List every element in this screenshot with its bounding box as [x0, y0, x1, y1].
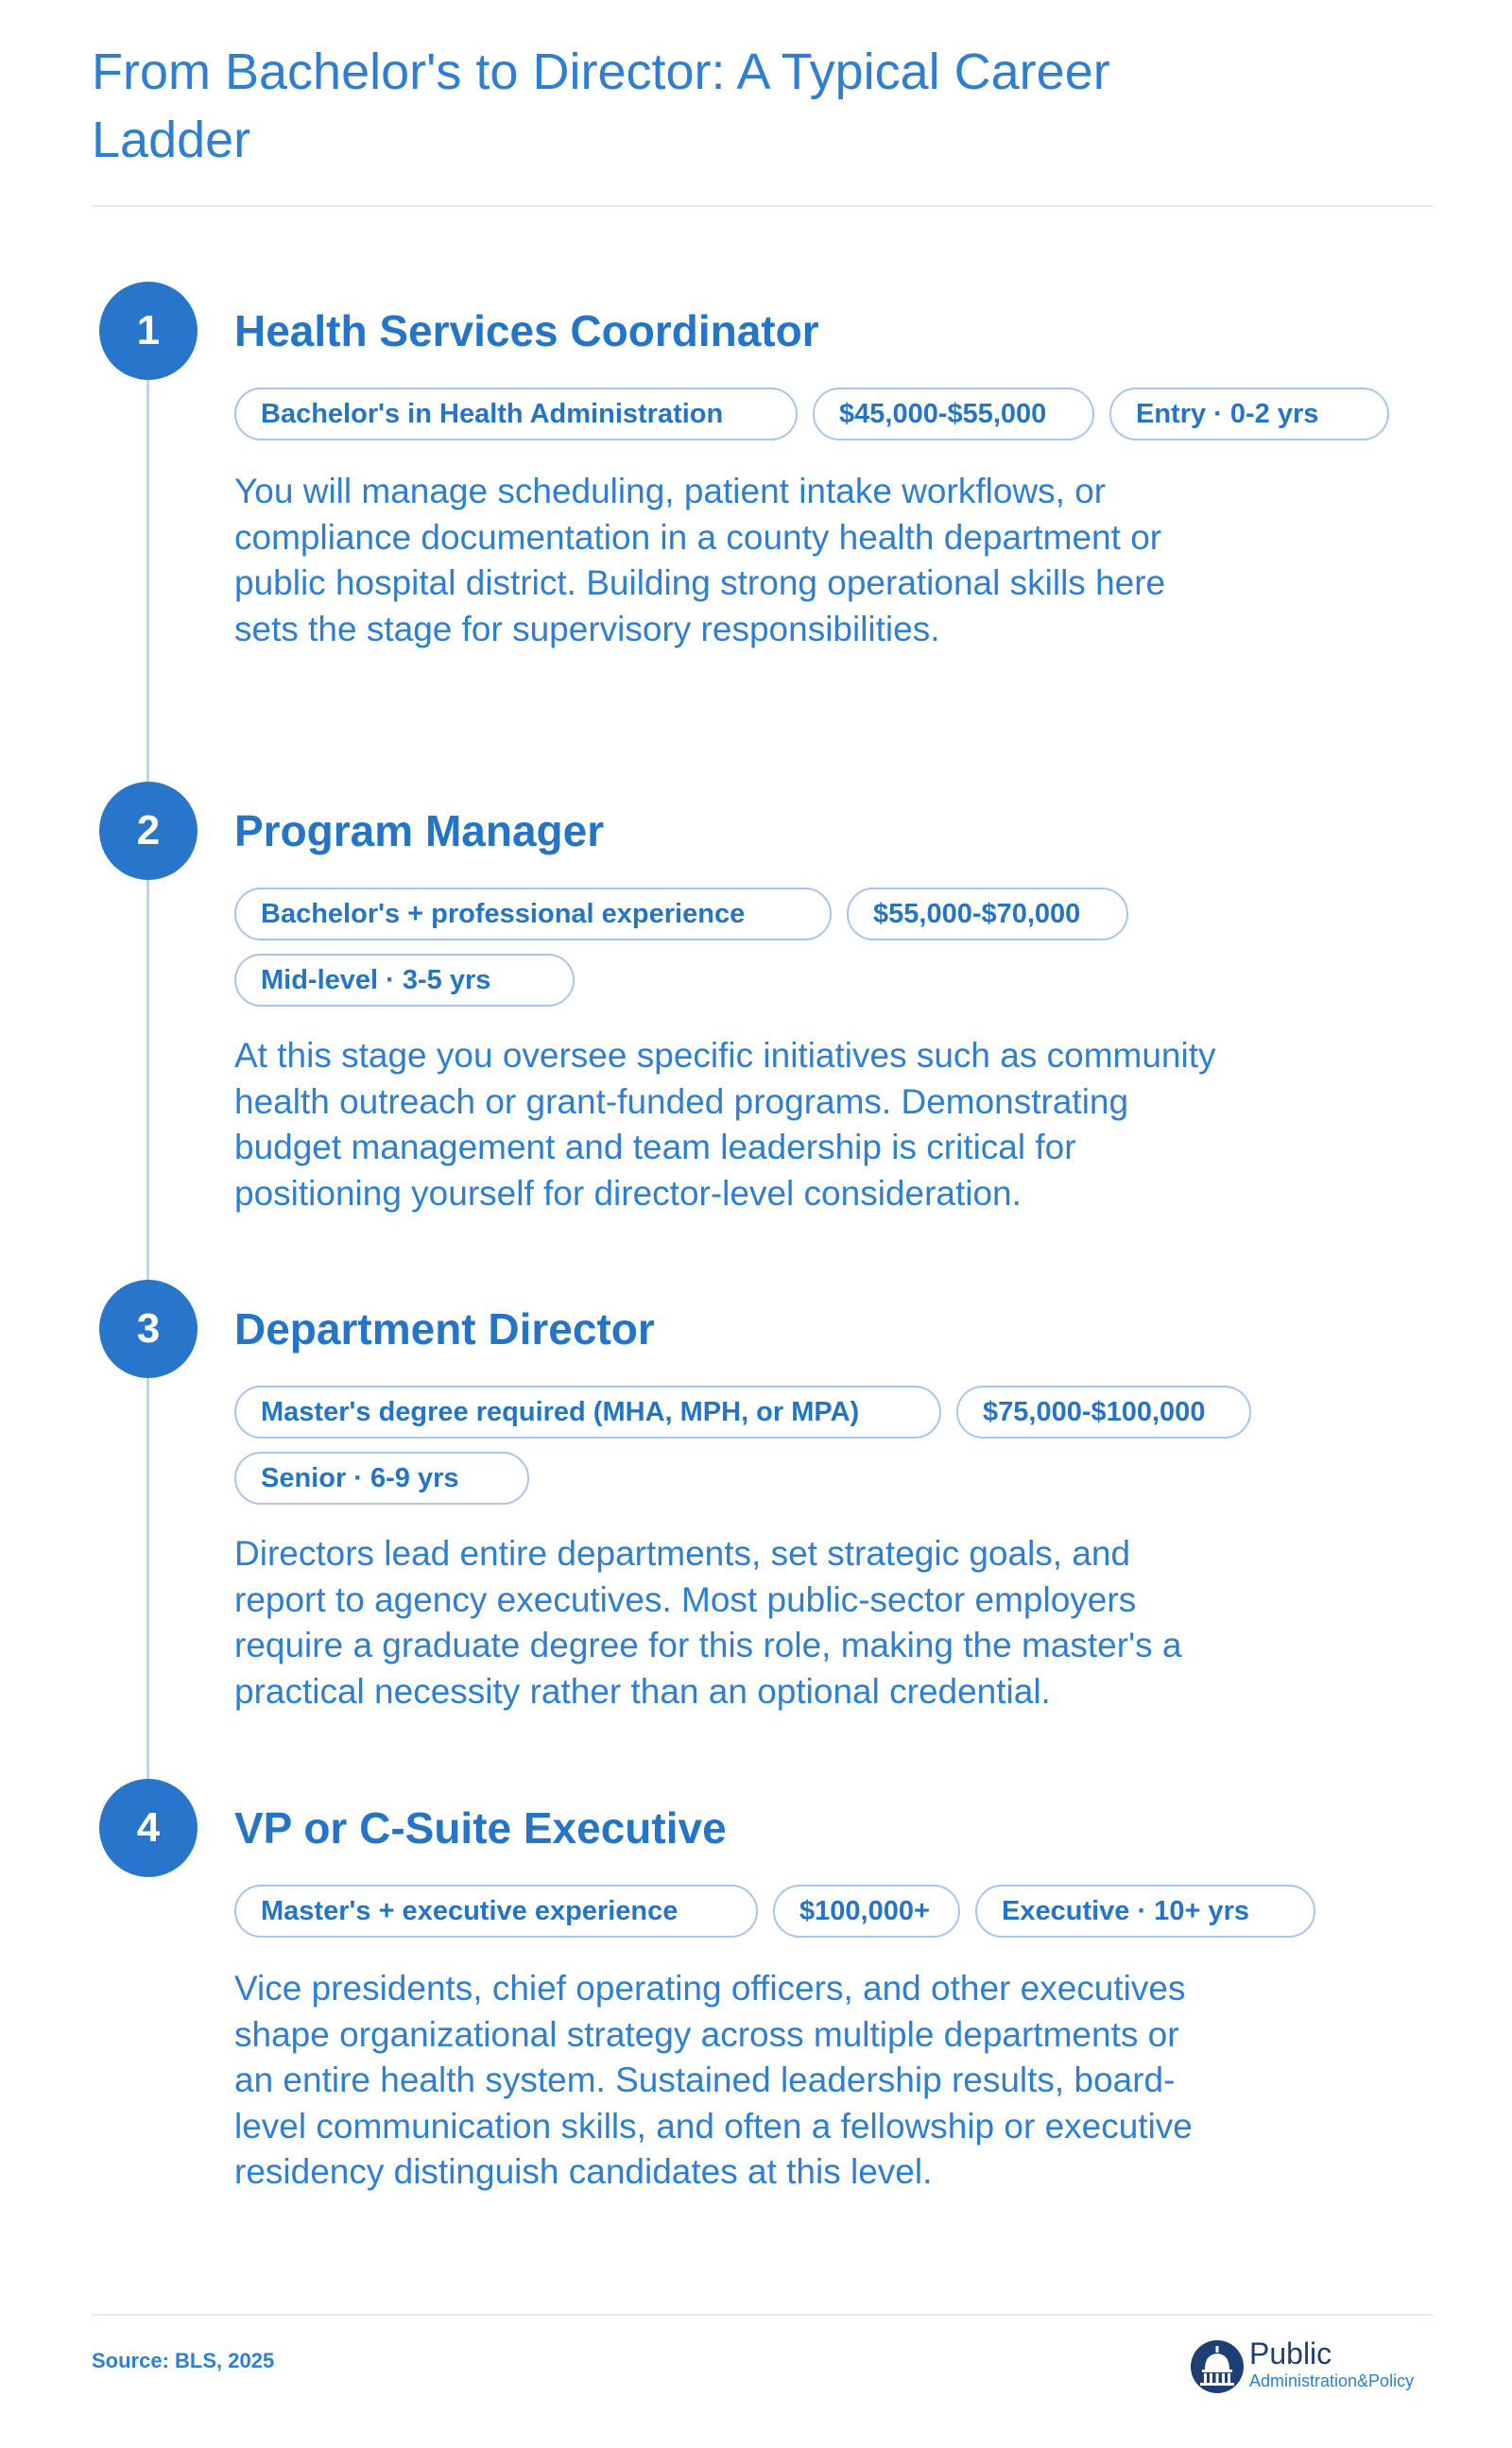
step-title: VP or C-Suite Executive [234, 1803, 727, 1853]
level-tag: Executive · 10+ yrs [975, 1885, 1315, 1938]
step-title: Health Services Coordinator [234, 306, 819, 355]
level-tag: Senior · 6-9 yrs [234, 1452, 529, 1505]
publisher-logo [1189, 2335, 1435, 2401]
logo-word-public: Public [1249, 2336, 1332, 2370]
step-tags [234, 388, 1425, 440]
footer-divider [92, 2314, 1434, 2316]
step-tags [234, 1386, 1425, 1505]
capitol-dome-icon [1189, 2338, 1246, 2395]
step-description: You will manage scheduling, patient intake workflows, or compliance documentation in a county health department or public hospital district. Building strong operational skills here sets the stage for supervisory responsibilities. [234, 472, 1166, 648]
step-title: Department Director [234, 1304, 655, 1353]
step-title: Program Manager [234, 806, 605, 855]
step-description: Vice presidents, chief operating officers, and other executives shape organizational strategy across multiple departments or an entire health system. Sustained leadership results, board-level communication skills, and often a fellowship or executive residency distinguish candidates at this level. [234, 1969, 1193, 2191]
education-tag: Master's degree required (MHA, MPH, or MPA) [234, 1386, 941, 1439]
education-tag: Bachelor's in Health Administration [234, 388, 798, 440]
page-title: From Bachelor's to Director: A Typical Career Ladder [92, 43, 1110, 168]
step-description: At this stage you oversee specific initiatives such as community health outreach or grant-funded programs. Demonstrating budget management and team leadership is critical for positioning yourself for director-level consideration. [234, 1036, 1216, 1213]
level-tag: Entry · 0-2 yrs [1109, 388, 1389, 440]
step-description: Directors lead entire departments, set strategic goals, and report to agency executives. Most public-sector employers require a graduate degree for this role, making the master's a practical necessity rather than an optional credential. [234, 1534, 1182, 1711]
header-divider [92, 205, 1434, 207]
salary-tag: $45,000-$55,000 [813, 388, 1094, 440]
timeline-line [146, 336, 149, 1810]
step-number-badge: 3 [99, 1280, 198, 1378]
salary-tag: $55,000-$70,000 [847, 888, 1128, 940]
source-note: Source: BLS, 2025 [92, 2349, 275, 2372]
logo-word-administration: Administration&Policy [1249, 2371, 1415, 2390]
salary-tag: $100,000+ [773, 1885, 960, 1938]
education-tag: Bachelor's + professional experience [234, 888, 832, 940]
step-tags [234, 888, 1425, 1007]
level-tag: Mid-level · 3-5 yrs [234, 954, 575, 1007]
education-tag: Master's + executive experience [234, 1885, 758, 1938]
step-number-badge: 4 [99, 1779, 198, 1877]
step-number-badge: 1 [99, 282, 198, 380]
step-tags [234, 1885, 1425, 1938]
salary-tag: $75,000-$100,000 [956, 1386, 1251, 1439]
step-number-badge: 2 [99, 782, 198, 880]
